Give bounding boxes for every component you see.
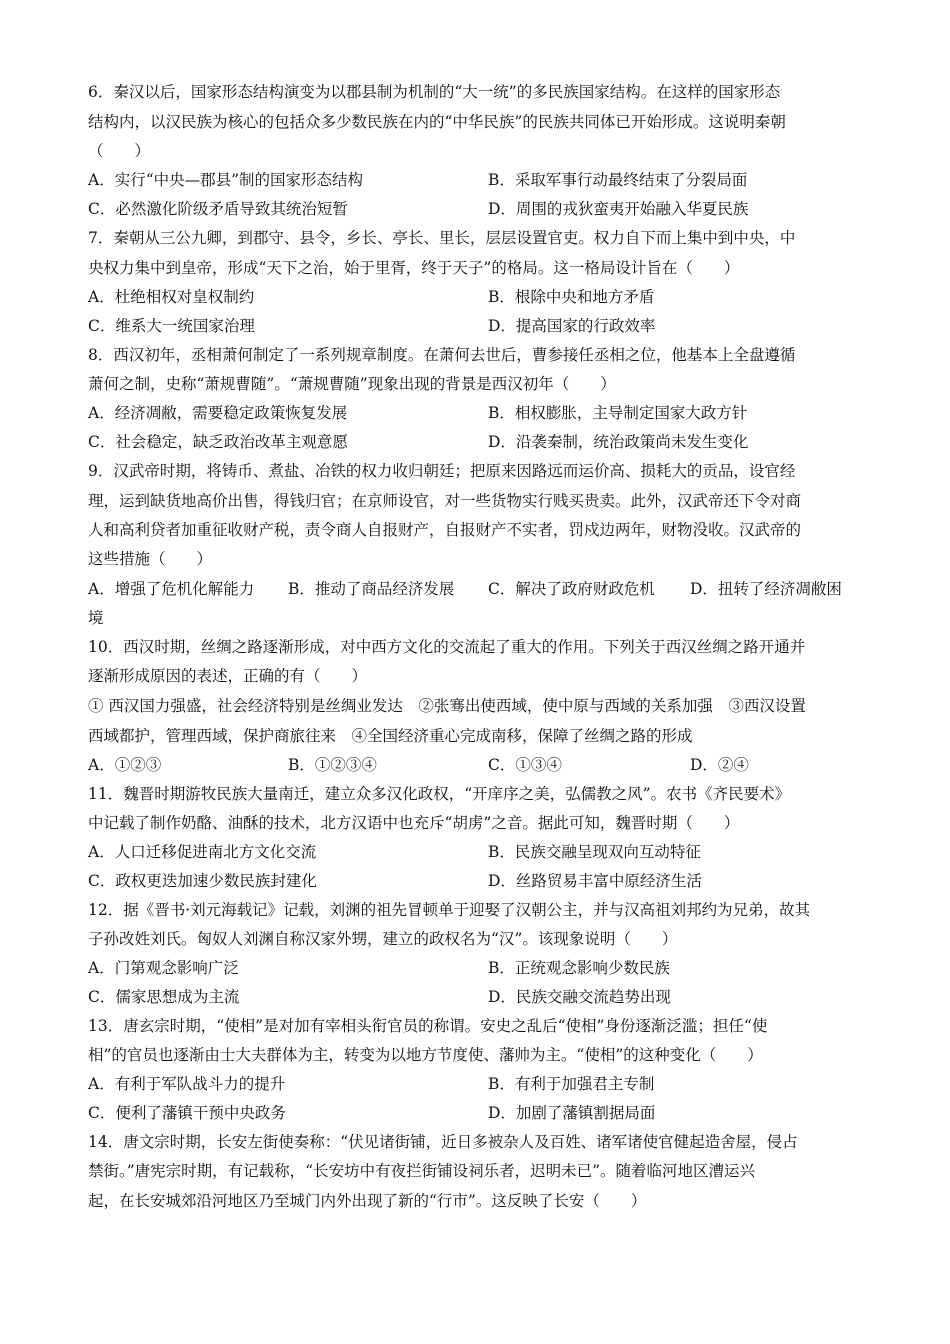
question-7-option-b: B．根除中央和地方矛盾	[488, 288, 655, 306]
question-8-option-d: D．沿袭秦制，统治政策尚未发生变化	[488, 433, 749, 451]
question-11-options-row-1	[88, 840, 868, 864]
question-12-options-row-2	[88, 985, 868, 1009]
question-6-options-row-2	[88, 197, 868, 221]
question-12-option-d: D．民族交融交流趋势出现	[488, 988, 671, 1006]
question-9-line-1: 9．汉武帝时期，将铸币、煮盐、冶铁的权力收归朝廷；把原来因路远而运价高、损耗大的贡品，设官经	[88, 462, 796, 480]
question-10-line-1: 10．西汉时期，丝绸之路逐渐形成，对中西方文化的交流起了重大的作用。下列关于西汉丝绸之路开通并	[88, 638, 806, 656]
question-13-option-b: B．有利于加强君主专制	[488, 1075, 655, 1093]
question-8-options-row-2	[88, 430, 868, 454]
question-11-options-row-2	[88, 869, 868, 893]
question-10-option-a: A．①②③	[88, 756, 162, 774]
question-6-option-c: C．必然激化阶级矛盾导致其统治短暂	[88, 200, 348, 218]
question-12-option-c: C．儒家思想成为主流	[88, 988, 240, 1006]
question-13-option-a: A．有利于军队战斗力的提升	[88, 1075, 286, 1093]
question-11-option-c: C．政权更迭加速少数民族封建化	[88, 872, 317, 890]
question-9-option-c: C．解决了政府财政危机	[488, 580, 655, 598]
question-9-line-2: 理，运到缺货地高价出售，得钱归官；在京师设官，对一些货物实行贱买贵卖。此外，汉武帝还下令对商	[88, 492, 802, 510]
question-10-option-d: D．②④	[690, 756, 749, 774]
question-11-option-d: D．丝路贸易丰富中原经济生活	[488, 872, 702, 890]
question-10-line-4: 西域都护，管理西域，保护商旅往来 ④全国经济重心完成南移，保障了丝绸之路的形成	[88, 727, 693, 745]
question-8-line-1: 8．西汉初年，丞相萧何制定了一系列规章制度。在萧何去世后，曹参接任丞相之位，他基本上全盘遵循	[88, 346, 796, 364]
question-13-option-c: C．便利了藩镇干预中央政务	[88, 1104, 286, 1122]
question-8-options-row-1	[88, 401, 868, 425]
question-9-option-d-continued: 境	[88, 609, 104, 627]
question-10-options	[88, 753, 868, 777]
question-14-line-1: 14．唐文宗时期，长安左街使奏称：“伏见诸街铺，近日多被杂人及百姓、诸军诸使官健起造舍屋，侵占	[88, 1133, 798, 1151]
question-9-line-3: 人和高利贷者加重征收财产税，责令商人自报财产，自报财产不实者，罚戍边两年，财物没收。汉武帝的	[88, 521, 802, 539]
question-8-option-b: B．相权膨胀，主导制定国家大政方针	[488, 404, 748, 422]
question-12-option-b: B．正统观念影响少数民族	[488, 959, 670, 977]
question-9-line-4: 这些措施（ ）	[88, 550, 213, 568]
question-6-options-row-1	[88, 168, 868, 192]
question-10-option-c: C．①③④	[488, 756, 562, 774]
question-14-line-3: 起，在长安城郊沿河地区乃至城门内外出现了新的“行市”。这反映了长安（ ）	[88, 1192, 647, 1210]
question-13-option-d: D．加剧了藩镇割据局面	[488, 1104, 656, 1122]
question-12-line-1: 12．据《晋书·刘元海载记》记载，刘渊的祖先冒顿单于迎娶了汉朝公主，并与汉高祖刘邦约为兄弟，故其	[88, 901, 811, 919]
question-9-option-a: A．增强了危机化解能力	[88, 580, 255, 598]
question-11-line-1: 11．魏晋时期游牧民族大量南迁，建立众多汉化政权，“开庠序之美，弘儒教之风”。农书《齐民要术》	[88, 785, 791, 803]
question-8-line-2: 萧何之制，史称“萧规曹随”。“萧规曹随”现象出现的背景是西汉初年（ ）	[88, 375, 616, 393]
question-7-options-row-2	[88, 314, 868, 338]
question-13-options-row-1	[88, 1072, 868, 1096]
question-7-option-d: D．提高国家的行政效率	[488, 317, 656, 335]
question-11-option-b: B．民族交融呈现双向互动特征	[488, 843, 701, 861]
question-12-line-2: 子孙改姓刘氏。匈奴人刘渊自称汉家外甥，建立的政权名为“汉”。该现象说明（ ）	[88, 930, 678, 948]
question-9-options	[88, 577, 868, 601]
question-11-line-2: 中记载了制作奶酪、油酥的技术，北方汉语中也充斥“胡虏”之音。据此可知，魏晋时期（ ）	[88, 814, 740, 832]
question-6-line-1: 6．秦汉以后，国家形态结构演变为以郡县制为机制的“大一统”的多民族国家结构。在这样的国家形态	[88, 83, 781, 101]
question-6-line-2: 结构内，以汉民族为核心的包括众多少数民族在内的“中华民族”的民族共同体已开始形成。这说明秦朝	[88, 113, 786, 131]
question-8-option-a: A．经济凋敝，需要稳定政策恢复发展	[88, 404, 348, 422]
question-7-option-c: C．维系大一统国家治理	[88, 317, 255, 335]
question-11-option-a: A．人口迁移促进南北方文化交流	[88, 843, 317, 861]
question-12-option-a: A．门第观念影响广泛	[88, 959, 239, 977]
question-14-line-2: 禁街。”唐宪宗时期，有记载称，“长安坊中有夜拦街铺设祠乐者，迟明未已”。随着临河地区漕运兴	[88, 1162, 756, 1180]
question-6-option-a: A．实行“中央—郡县”制的国家形态结构	[88, 171, 364, 189]
question-10-option-b: B．①②③④	[288, 756, 377, 774]
question-7-options-row-1	[88, 285, 868, 309]
question-13-options-row-2	[88, 1101, 868, 1125]
question-6-option-d: D．周围的戎狄蛮夷开始融入华夏民族	[488, 200, 749, 218]
question-10-line-2: 逐渐形成原因的表述，正确的有（ ）	[88, 667, 368, 685]
question-8-option-c: C．社会稳定，缺乏政治改革主观意愿	[88, 433, 348, 451]
question-6-line-3: （ ）	[88, 142, 151, 160]
question-13-line-1: 13．唐玄宗时期，“使相”是对加有宰相头衔官员的称谓。安史之乱后“使相”身份逐渐泛滥；担任“使	[88, 1017, 768, 1035]
question-6-option-b: B．采取军事行动最终结束了分裂局面	[488, 171, 748, 189]
question-7-line-2: 央权力集中到皇帝，形成“天下之治，始于里胥，终于天子”的格局。这一格局设计旨在（ ）	[88, 259, 740, 277]
question-7-option-a: A．杜绝相权对皇权制约	[88, 288, 255, 306]
question-10-line-3: ① 西汉国力强盛，社会经济特别是丝绸业发达 ②张骞出使西域，使中原与西域的关系加强 ③西汉设置	[88, 697, 806, 715]
question-12-options-row-1	[88, 956, 868, 980]
question-13-line-2: 相”的官员也逐渐由士大夫群体为主，转变为以地方节度使、藩帅为主。“使相”的这种变化（ ）	[88, 1046, 763, 1064]
question-7-line-1: 7．秦朝从三公九卿，到郡守、县令，乡长、亭长、里长，层层设置官吏。权力自下而上集中到中央，中	[88, 229, 796, 247]
question-9-option-b: B．推动了商品经济发展	[288, 580, 455, 598]
question-9-option-d: D．扭转了经济凋敝困	[690, 580, 842, 598]
